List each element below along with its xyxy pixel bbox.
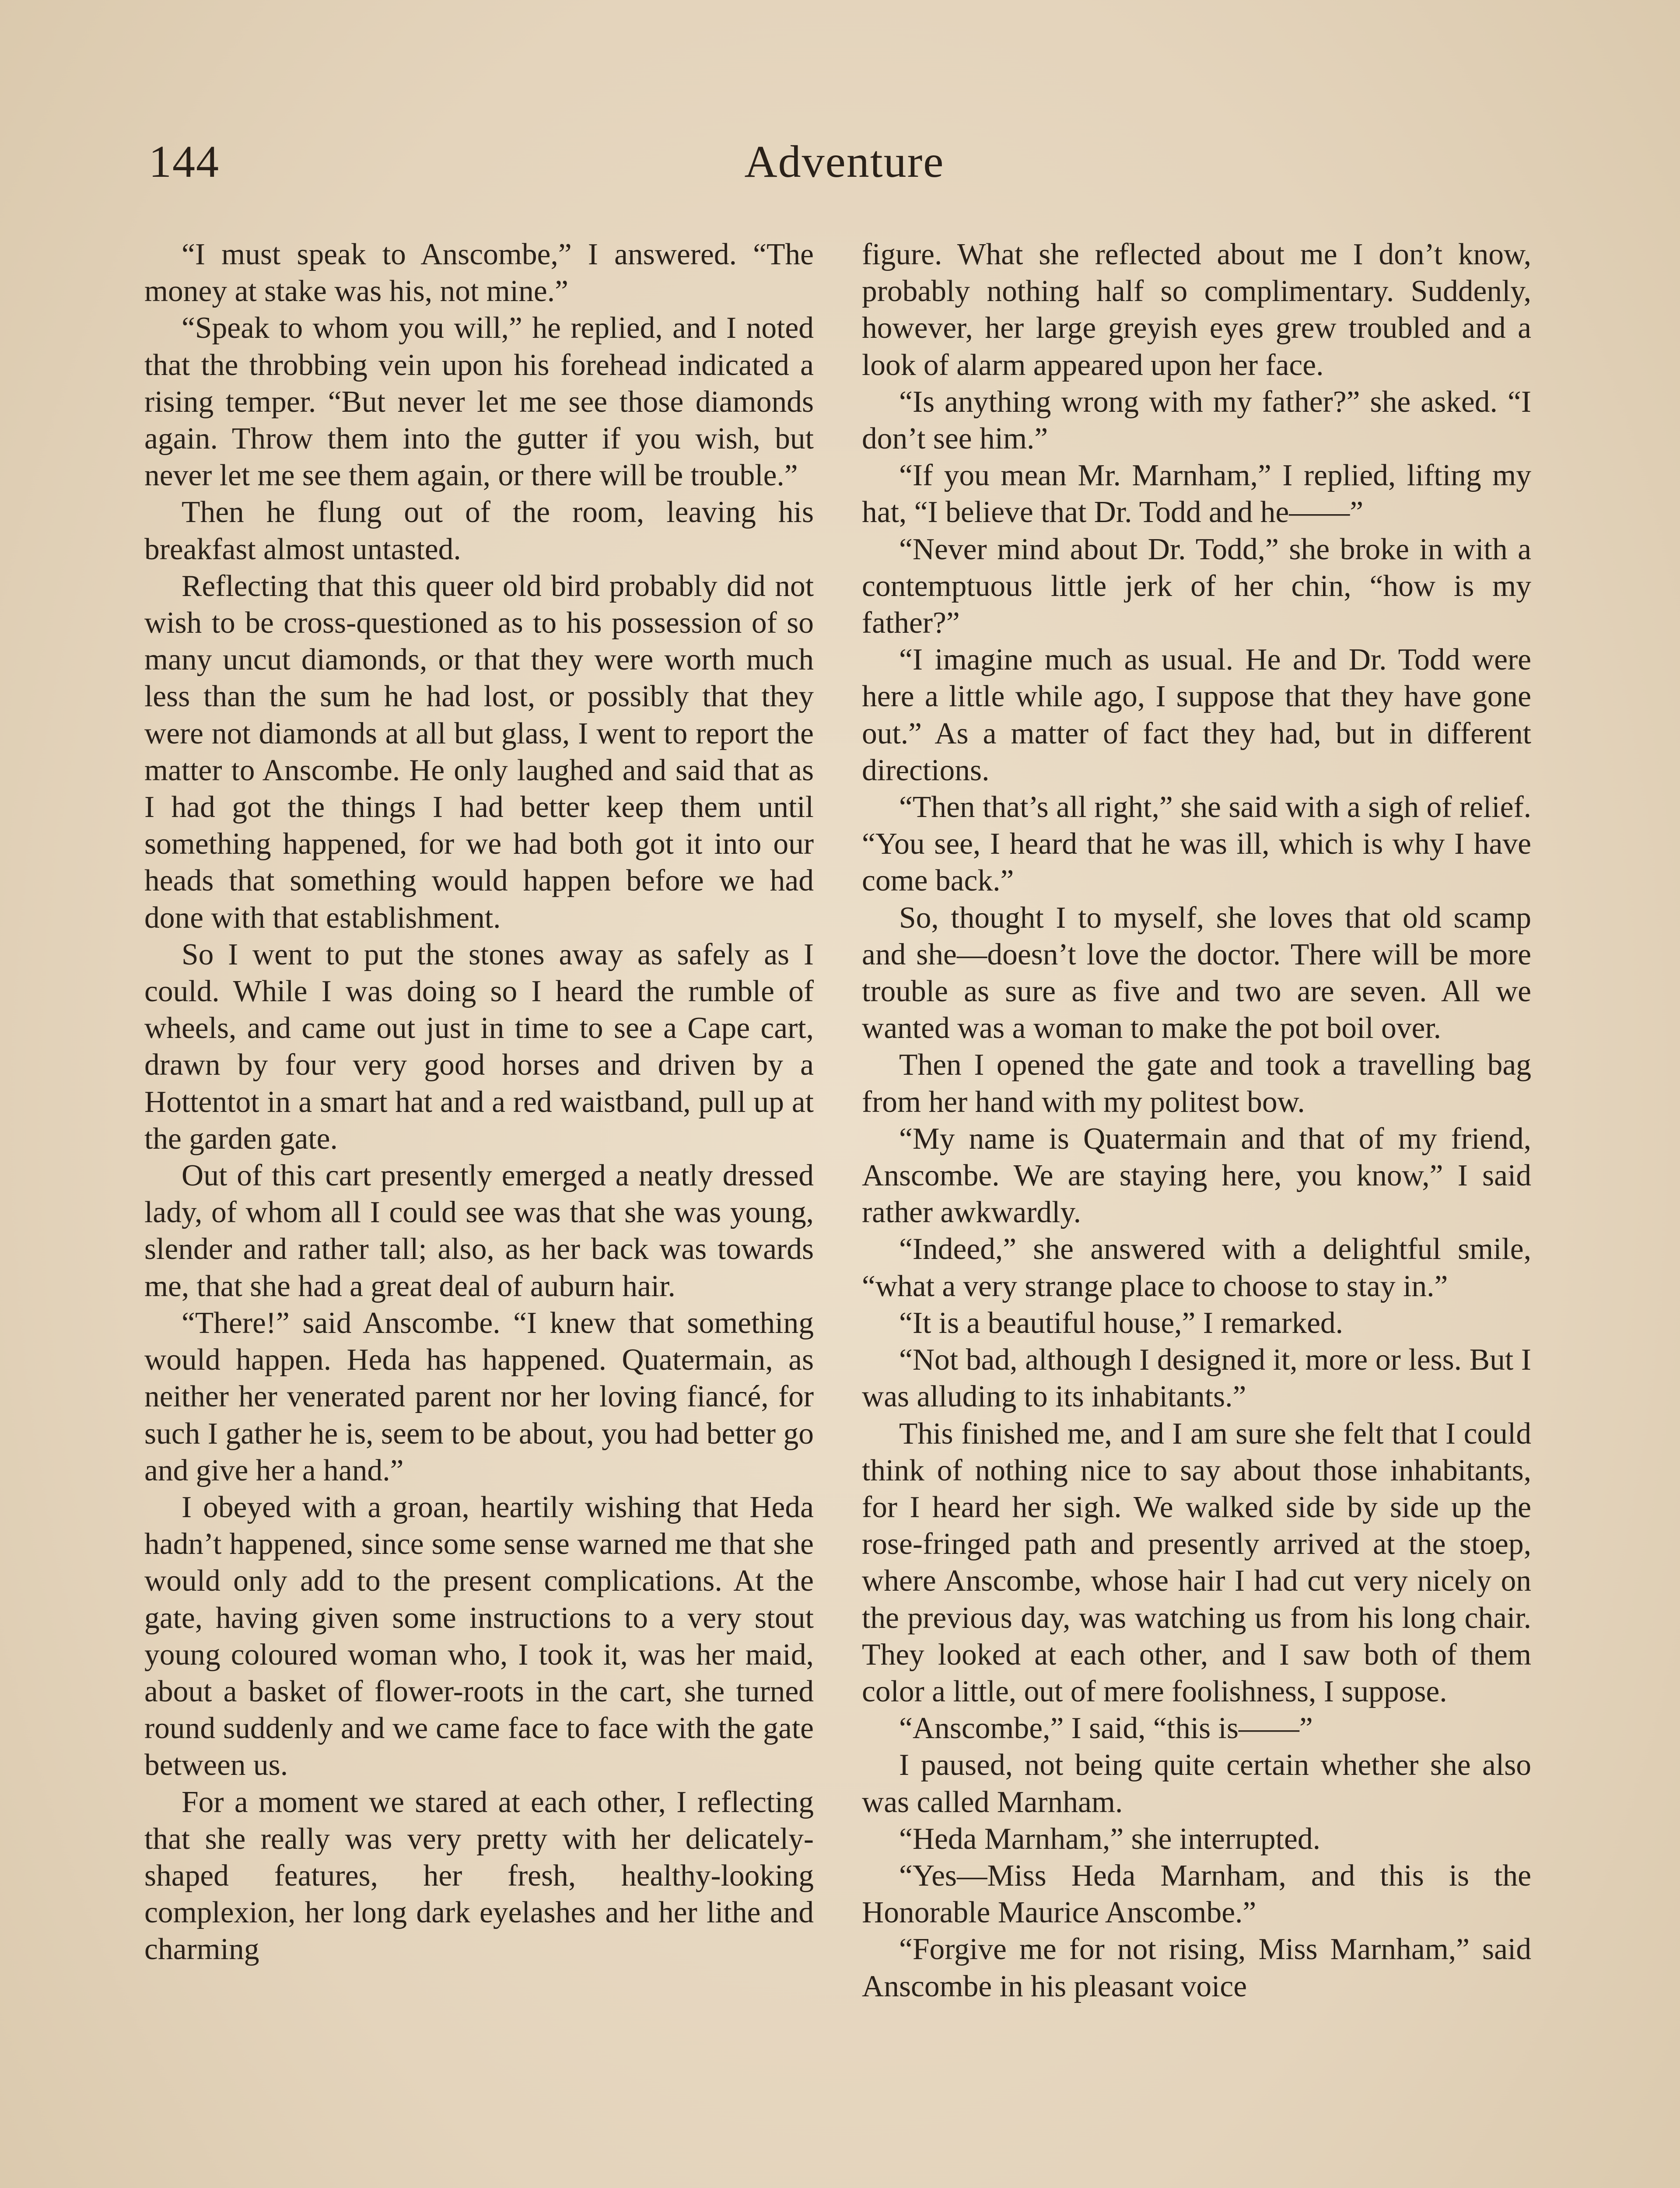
paragraph: “I must speak to Anscombe,” I answered. “The money at stake was his, not mine.”: [144, 238, 814, 309]
paragraph: I paused, not being quite certain whether she also was called Marnham.: [862, 1748, 1531, 1819]
paragraph: “Then that’s all right,” she said with a sigh of relief. “You see, I heard that he was ill, which is why I have come back.”: [862, 790, 1531, 898]
paragraph: “I imagine much as usual. He and Dr. Todd were here a little while ago, I suppose that they have gone out.” As a matter of fact they had, but in different directions.: [862, 643, 1531, 787]
paragraph: “Not bad, although I designed it, more or less. But I was alluding to its inhabitants.”: [862, 1343, 1531, 1414]
paragraph-continuation: figure. What she reflected about me I don’t know, probably nothing half so complimentary. Suddenly, however, her large greyish eyes grew troubled and a look of alarm appeared upon her face.: [862, 238, 1531, 382]
page-number: 144: [149, 137, 220, 187]
paragraph: “Heda Marnham,” she interrupted.: [899, 1822, 1320, 1856]
paragraph: Out of this cart presently emerged a neatly dressed lady, of whom all I could see was that she was young, slender and rather tall; also, as her back was towards me, that she had a great deal of auburn hair.: [144, 1159, 814, 1303]
paragraph: “Yes—Miss Heda Marnham, and this is the Honorable Maurice Anscombe.”: [862, 1858, 1531, 1930]
paragraph: “If you mean Mr. Marnham,” I replied, lifting my hat, “I believe that Dr. Todd and he——”: [862, 459, 1531, 529]
paragraph: “Forgive me for not rising, Miss Marnham,” said Anscombe in his pleasant voice: [862, 1932, 1531, 2003]
paragraph: I obeyed with a groan, heartily wishing that Heda hadn’t happened, since some sense warned me that she would only add to the present complications. At the gate, having given some instructions to a very stout young coloured woman who, I took it, was her maid, about a basket of flower-roots in the cart, she turned round suddenly and we came face to face with the gate between us.: [144, 1490, 814, 1782]
paragraph: Then he flung out of the room, leaving his breakfast almost untasted.: [144, 495, 814, 566]
paragraph: “Is anything wrong with my father?” she asked. “I don’t see him.”: [862, 385, 1531, 456]
paragraph: Reflecting that this queer old bird probably did not wish to be cross-questioned as to his possession of so many uncut diamonds, or that they were worth much less than the sum he had lost, or possibly that they were not diamonds at all but glass, I went to report the matter to Anscombe. He only laughed and said that as I had got the things I had better keep them until something happened, for we had both got it into our heads that something would happen before we had done with that establishment.: [144, 569, 814, 935]
paragraph: “Anscombe,” I said, “this is——”: [899, 1711, 1313, 1746]
page-header: [149, 131, 1540, 201]
paragraph: So I went to put the stones away as safely as I could. While I was doing so I heard the rumble of wheels, and came out just in time to see a Cape cart, drawn by four very good horses and driven by a Hottentot in a smart hat and a red waistband, pull up at the garden gate.: [144, 937, 814, 1156]
paragraph: “Speak to whom you will,” he replied, and I noted that the throbbing vein upon his forehead indicated a rising temper. “But never let me see those diamonds again. Throw them into the gutter if you wish, but never let me see them again, or there will be trouble.”: [144, 311, 814, 493]
right-column: [862, 236, 1531, 2188]
paragraph: “Never mind about Dr. Todd,” she broke in with a contemptuous little jerk of her chin, “how is my father?”: [862, 532, 1531, 640]
paragraph: Then I opened the gate and took a travelling bag from her hand with my politest bow.: [862, 1048, 1531, 1119]
paragraph: “There!” said Anscombe. “I knew that something would happen. Heda has happened. Quatermain, as neither her venerated parent nor her loving fiancé, for such I gather he is, seem to be about, you had better go and give her a hand.”: [144, 1306, 814, 1487]
running-title: Adventure: [744, 137, 945, 187]
paragraph: For a moment we stared at each other, I reflecting that she really was very pretty with her delicately-shaped features, her fresh, healthy-looking complexion, her long dark eyelashes and her lithe and charming: [144, 1785, 814, 1967]
paragraph: “My name is Quatermain and that of my friend, Anscombe. We are staying here, you know,” I said rather awkwardly.: [862, 1122, 1531, 1230]
paragraph: “Indeed,” she answered with a delightful smile, “what a very strange place to choose to stay in.”: [862, 1232, 1531, 1303]
paragraph: This finished me, and I am sure she felt that I could think of nothing nice to say about those inhabitants, for I heard her sigh. We walked side by side up the rose-fringed path and presently arrived at the stoep, where Anscombe, whose hair I had cut very nicely on the previous day, was watching us from his long chair. They looked at each other, and I saw both of them color a little, out of mere foolishness, I suppose.: [862, 1417, 1531, 1708]
paragraph: So, thought I to myself, she loves that old scamp and she—doesn’t love the doctor. There will be more trouble as sure as five and two are seven. All we wanted was a woman to make the pot boil over.: [862, 901, 1531, 1045]
left-column: [144, 236, 814, 2188]
paragraph: “It is a beautiful house,” I remarked.: [899, 1306, 1344, 1340]
